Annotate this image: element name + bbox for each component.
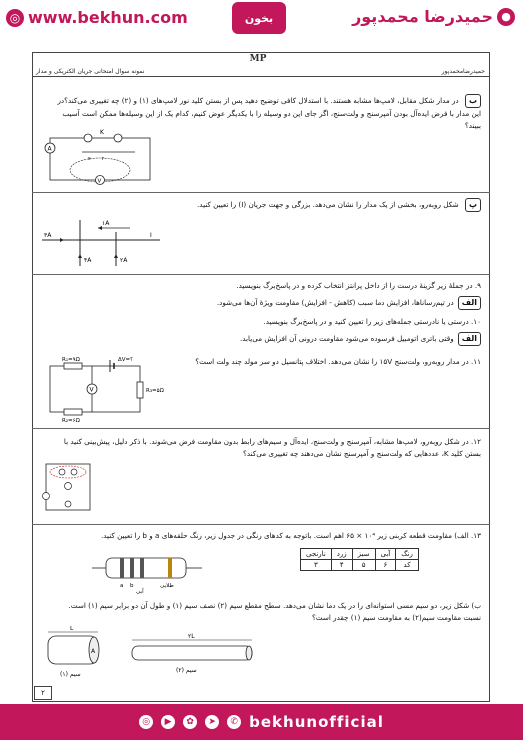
svg-text:طلایی: طلایی — [160, 583, 174, 589]
svg-text:سیم (۲): سیم (۲) — [176, 667, 197, 674]
svg-text:R₃=۵Ω: R₃=۵Ω — [146, 388, 164, 394]
site-url[interactable]: ◎ www.bekhun.com — [6, 8, 188, 27]
question-b — [51, 94, 481, 132]
svg-text:L: L — [70, 626, 74, 632]
youtube-icon[interactable]: ▶ — [161, 715, 175, 729]
divider — [32, 524, 490, 525]
current-figure — [40, 214, 170, 272]
color-code-table — [300, 548, 419, 571]
svg-text:سیم (۱): سیم (۱) — [60, 671, 81, 678]
resistor-figure — [92, 550, 202, 594]
question-part: در تیم‌رسانا‌ها، افزایش دما سبب (کاهش - افزایش) مقاومت ویژهٔ آن‌ها می‌شود. — [216, 298, 454, 307]
chat-icon[interactable]: ✆ — [227, 715, 241, 729]
telegram-icon[interactable]: ➤ — [205, 715, 219, 729]
top-bar — [0, 0, 523, 36]
user-icon: ● — [497, 8, 515, 26]
table-cell: ۳ — [301, 560, 332, 571]
svg-text:V: V — [97, 178, 102, 185]
circuit-figure-4 — [40, 458, 100, 516]
header-author: حمیدرضامحمدپور — [441, 68, 485, 75]
circuit-figure-1 — [40, 128, 160, 190]
question-12 — [51, 436, 481, 460]
svg-text:آبی: آبی — [136, 589, 144, 594]
question-tag: الف — [458, 332, 481, 346]
question-tag: ب — [465, 94, 481, 108]
page-number: ۲ — [34, 686, 52, 700]
circuit-figure-3 — [40, 356, 170, 422]
svg-text:۳A: ۳A — [44, 232, 52, 239]
table-cell: رنگ — [396, 549, 419, 560]
globe-icon: ◎ — [6, 9, 24, 27]
question-text: ۱۰. درستی یا نادرستی جمله‌های زیر را تعیین کنید و در پاسخ‌برگ بنویسید. — [263, 317, 481, 326]
svg-text:R₂=۶Ω: R₂=۶Ω — [62, 418, 80, 422]
question-13 — [51, 530, 481, 542]
divider — [32, 274, 490, 275]
svg-text:R₁=۹Ω: R₁=۹Ω — [62, 357, 80, 363]
table-cell: کد — [396, 560, 419, 571]
question-text: ۱۲. در شکل روبه‌رو، لامپ‌ها مشابه، آمپرسنج و ولت‌سنج، ایده‌آل و سیم‌های رابط بدون مقاومت فرض می‌شوند. با ذکر دلیل، پیش‌بینی کنید با بستن کلید K، عددهایی که ولت‌سنج و آمپرسنج نشان می‌دهند چه تغییری می‌کند؟ — [63, 437, 481, 458]
table-cell: نارنجی — [301, 549, 332, 560]
table-row — [301, 560, 419, 571]
table-cell: ۶ — [375, 560, 396, 571]
question-tag: الف — [458, 296, 481, 310]
svg-text:K: K — [100, 129, 104, 136]
header-subject: نمونه سوال امتحانی جریان الکتریکی و مدار — [36, 68, 145, 75]
table-cell: آبی — [375, 549, 396, 560]
question-9 — [51, 280, 481, 310]
question-part: وقتی باتری اتومبیل فرسوده می‌شود مقاومت درونی آن افزایش می‌یابد. — [239, 334, 454, 343]
question-tag: پ — [465, 198, 481, 212]
header-logo: MP — [249, 54, 267, 64]
table-cell: زرد — [331, 549, 352, 560]
question-text: در مدار شکل مقابل، لامپ‌ها مشابه هستند. با استدلال کافی توضیح دهید پس از بستن کلید نور لامپ‌های (۱) و (۲) چه تغییری می‌کند؟در این مدار با فرض ایده‌آل بودن آمپرسنج و ولت‌سنج، اگر جای این دو وسیله را با یکدیگر عوض کنیم، کدام یک از این وسیله‌ها ممکن است آسیب ببیند؟ — [57, 96, 481, 130]
svg-text:۴A: ۴A — [84, 257, 92, 264]
svg-text:۲A: ۲A — [120, 257, 128, 264]
aparat-icon[interactable]: ✿ — [183, 715, 197, 729]
question-text: ۱۳. الف) مقاومت قطعه کربنی زیر ۱۰⁴ × ۶۵ اهم است. باتوجه به کدهای رنگی در جدول زیر، رنگ حلقه‌های a و b را تعیین کنید. — [100, 531, 481, 540]
question-text: ۹. در جملهٔ زیر گزینهٔ درست را از داخل پرانتز انتخاب کرده و در پاسخ‌برگ بنویسید. — [236, 281, 481, 290]
header-divider — [32, 76, 490, 77]
svg-text:۱A: ۱A — [102, 220, 110, 227]
wires-figure — [40, 626, 270, 682]
question-10 — [51, 316, 481, 346]
table-cell: ۵ — [352, 560, 375, 571]
svg-text:ΔV=؟: ΔV=؟ — [118, 357, 134, 363]
svg-text:r: r — [102, 156, 105, 162]
question-13b — [51, 600, 481, 624]
divider — [32, 192, 490, 193]
svg-text:I: I — [150, 232, 152, 239]
svg-text:b: b — [130, 583, 134, 589]
table-cell: ۴ — [331, 560, 352, 571]
footer-handle[interactable]: bekhunofficial — [249, 713, 384, 731]
svg-text:A: A — [47, 145, 52, 153]
table-row — [301, 549, 419, 560]
question-text: ۱۱. در مدار روبه‌رو، ولت‌سنج ۱۵V را نشان می‌دهد. اختلاف پتانسیل دو سر مولد چند ولت است؟ — [195, 357, 481, 366]
svg-text:۲L: ۲L — [188, 633, 195, 640]
svg-text:a: a — [120, 583, 124, 589]
question-text: ب) شکل زیر، دو سیم مسی استوانه‌ای را در یک دما نشان می‌دهد. سطح مقطع سیم (۲) نصف سیم (۱) و طول آن دو برابر سیم (۱) است. نسبت مقاومت سیم(۲) به مقاومت سیم (۱) چقدر است؟ — [68, 601, 481, 622]
question-text: شکل روبه‌رو، بخشی از یک مدار را نشان می‌دهد. بزرگی و جهت جریان (I) را تعیین کنید. — [197, 200, 459, 209]
svg-text:ε: ε — [88, 156, 91, 162]
svg-text:V: V — [89, 386, 94, 394]
instagram-icon[interactable]: ◎ — [139, 715, 153, 729]
svg-text:A: A — [91, 648, 96, 655]
question-p — [51, 198, 481, 212]
brand-logo: بخون — [232, 2, 286, 34]
author-name: ● حمیدرضا محمدپور — [352, 7, 515, 26]
divider — [32, 428, 490, 429]
footer-bar — [0, 704, 523, 740]
table-cell: سبز — [352, 549, 375, 560]
